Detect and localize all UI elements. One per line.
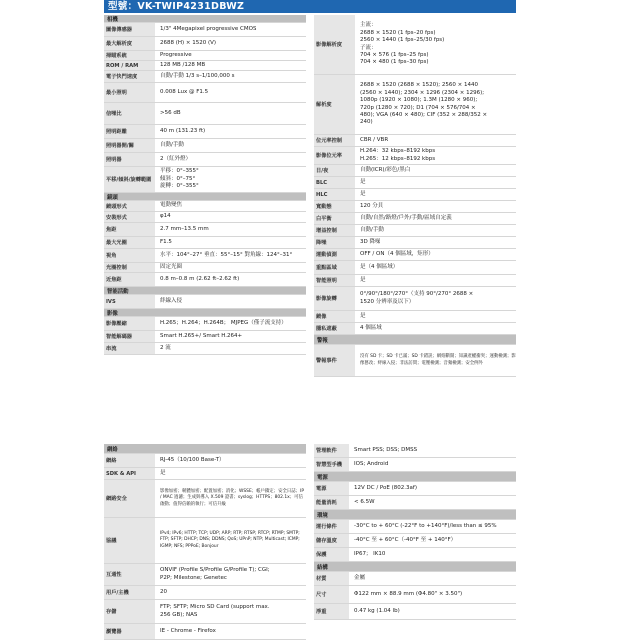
spec-row: [104, 343, 306, 355]
spec-label: 互通性: [104, 564, 156, 585]
spec-row: [104, 331, 306, 343]
spec-label: 平移/傾斜/旋轉範圍: [104, 167, 156, 192]
spec-value-line: FTP; SFTP; Micro SD Card (support max.: [160, 604, 270, 611]
spec-value-line: Φ122 mm × 88.9 mm (Φ4.80" × 3.50"): [354, 590, 463, 597]
section-header: 鏡頭: [104, 193, 306, 201]
spec-value: [350, 482, 417, 495]
spec-label: 降噪: [314, 237, 356, 248]
spec-table-network: [104, 444, 306, 640]
spec-label: 解析度: [314, 75, 356, 134]
spec-label: 最大光圈: [104, 237, 156, 248]
spec-label: 重點區域: [314, 261, 356, 274]
spec-row: [104, 212, 306, 223]
spec-value-line: < 6.5W: [354, 498, 375, 505]
section-header: 環境: [314, 510, 516, 520]
spec-table-video-alarm: [314, 15, 516, 377]
spec-row: [314, 15, 516, 75]
spec-label: 警報事件: [314, 345, 356, 376]
spec-value-line: 1/3" 4Megapixel progressive CMOS: [160, 25, 257, 32]
spec-value-line: 是: [160, 469, 166, 476]
spec-row: [104, 125, 306, 139]
spec-value-line: 自動(ICR)/彩色/黑白: [360, 166, 411, 173]
spec-label: 串流: [104, 343, 156, 354]
spec-value: [350, 520, 497, 533]
spec-value-line: 704 × 480 (1 fps–30 fps): [360, 59, 429, 66]
spec-value: [350, 548, 385, 561]
spec-label: 材質: [314, 572, 350, 585]
spec-value-line: 自動/手動: [160, 141, 184, 148]
section-header: 網絡: [104, 444, 306, 454]
spec-label: 網絡: [104, 454, 156, 467]
spec-value: [156, 263, 182, 272]
spec-value: [156, 249, 292, 262]
spec-label: 最小照明: [104, 83, 156, 102]
spec-value-line: 20: [160, 588, 167, 595]
spec-row: [314, 444, 516, 458]
spec-row: [314, 225, 516, 237]
spec-row: [314, 177, 516, 189]
spec-label: 圖像傳感器: [104, 23, 156, 36]
spec-value-line: 是（4 個區域）: [360, 263, 399, 270]
spec-value-line: H.265：12 kbps–8192 kbps: [360, 155, 436, 162]
spec-label: 協議: [104, 518, 156, 563]
spec-row: [104, 139, 306, 153]
spec-label: 日/夜: [314, 165, 356, 176]
spec-value: [356, 249, 434, 260]
spec-label: 智慧型手機: [314, 458, 350, 471]
spec-value: [156, 37, 216, 50]
spec-value-line: 金屬: [354, 574, 366, 581]
spec-label: 用戶/主機: [104, 586, 156, 599]
spec-value-line: 4 個區域: [360, 324, 382, 331]
spec-row: [104, 295, 306, 309]
spec-value: [356, 311, 366, 322]
spec-value-line: 自動/手動 1/3 s–1/100,000 s: [160, 72, 235, 79]
spec-value-line: 720p (1280 × 720); D1 (704 × 576/704 ×: [360, 104, 476, 111]
spec-value: [156, 624, 216, 639]
spec-value-line: -40°C 至 + 60°C（-40°F 至 + 140°F）: [354, 536, 457, 543]
spec-row: [314, 237, 516, 249]
spec-value-line: 沒有 SD 卡；SD 卡已滿；SD 卡錯誤；網絡斷開；知識產權衝突；運動檢測；影像篡改；絆線入侵；非法訪問；電壓檢測；音頻檢測；安全例外: [360, 354, 516, 366]
spec-value-line: 2688 × 1520 (1 fps–20 fps): [360, 29, 436, 36]
spec-value: [156, 468, 166, 479]
spec-row: [104, 600, 306, 624]
spec-value-line: 自動/自然/路燈/戶外/手動/區域自定義: [360, 214, 452, 221]
spec-value: [156, 201, 182, 211]
spec-value-line: 704 × 576 (1 fps–25 fps): [360, 51, 429, 58]
spec-value-line: 1080p (1920 × 1080); 1.3M (1280 × 960);: [360, 97, 478, 104]
spec-row: [104, 37, 306, 51]
spec-row: [314, 261, 516, 275]
spec-row: [104, 273, 306, 287]
section-header: 相機: [104, 15, 306, 23]
spec-label: 能量消耗: [314, 496, 350, 509]
spec-row: [314, 135, 516, 147]
spec-row: [104, 153, 306, 167]
spec-label: 運行條件: [314, 520, 350, 533]
spec-value-line: IE - Chrome - Firefox: [160, 627, 216, 634]
spec-value-line: 是: [360, 190, 366, 197]
spec-label: 視角: [104, 249, 156, 262]
spec-row: [314, 213, 516, 225]
spec-value: [156, 139, 184, 152]
spec-row: [104, 564, 306, 586]
spec-label: 尺寸: [314, 586, 350, 603]
spec-row: [314, 189, 516, 201]
spec-label: 保護: [314, 548, 350, 561]
spec-table-camera-lens-video: [104, 15, 306, 355]
spec-value: [350, 586, 462, 603]
spec-row: [314, 586, 516, 604]
spec-row: [104, 167, 306, 193]
spec-value: [350, 572, 365, 585]
spec-value: [156, 103, 181, 124]
spec-label: 影像位元率: [314, 147, 356, 164]
spec-value: [156, 518, 306, 563]
spec-value: [356, 261, 398, 274]
spec-label: 智能解碼器: [104, 331, 156, 342]
spec-value: [356, 345, 516, 376]
spec-value: [156, 454, 225, 467]
spec-value-line: φ14: [160, 213, 171, 220]
spec-row: [314, 75, 516, 135]
spec-value: [356, 75, 487, 134]
spec-row: [314, 496, 516, 510]
spec-value-line: 0.008 Lux @ F1.5: [160, 88, 209, 95]
spec-value-line: 傾斜：0°–75°: [160, 175, 196, 182]
spec-table-power-environment-structure: [314, 444, 516, 620]
spec-value-line: 自動/手動: [360, 226, 384, 233]
spec-row: [104, 624, 306, 640]
section-header: 警報: [314, 335, 516, 345]
spec-row: [104, 71, 306, 83]
spec-value: [356, 201, 383, 212]
spec-label: ROM / RAM: [104, 61, 156, 70]
spec-value-line: 2（紅外燈）: [160, 155, 191, 162]
section-header: 影像: [104, 309, 306, 317]
spec-value: [156, 212, 171, 222]
spec-value-line: Progressive: [160, 51, 192, 58]
section-header: 結構: [314, 562, 516, 572]
spec-value-line: 絆線入侵: [160, 297, 183, 304]
spec-value: [356, 225, 384, 236]
spec-value-line: IP67； IK10: [354, 550, 386, 557]
spec-label: SDK & API: [104, 468, 156, 479]
spec-value-line: 128 MB /128 MB: [160, 61, 206, 68]
spec-row: [104, 223, 306, 237]
spec-value-line: CBR / VBR: [360, 136, 389, 143]
spec-row: [104, 468, 306, 480]
spec-value-line: P2P; Milestone; Genetec: [160, 574, 227, 581]
spec-value: [156, 237, 172, 248]
spec-value-line: -30°C to + 60°C (-22°F to +140°F)/less than ≤ 95%: [354, 522, 497, 529]
spec-label: 影像壓縮: [104, 317, 156, 330]
section-header: 智能活動: [104, 287, 306, 295]
spec-row: [104, 317, 306, 331]
spec-value-line: 固定光圈: [160, 263, 183, 270]
spec-row: [314, 275, 516, 287]
spec-row: [104, 263, 306, 273]
spec-value: [156, 83, 208, 102]
spec-row: [104, 23, 306, 37]
spec-label: 淨重: [314, 604, 350, 619]
spec-value: [350, 534, 456, 547]
spec-value-line: 0.8 m–0.8 m (2.62 ft–2.62 ft): [160, 275, 240, 282]
spec-value: [350, 444, 417, 457]
spec-row: [314, 147, 516, 165]
spec-label: 照明器: [104, 153, 156, 166]
spec-label: 存儲: [104, 600, 156, 623]
spec-label: BLC: [314, 177, 356, 188]
spec-value: [356, 147, 435, 164]
spec-row: [104, 51, 306, 61]
spec-value-line: 12V DC / PoE (802.3af): [354, 484, 417, 491]
spec-value: [356, 237, 380, 248]
spec-label: 電源: [314, 482, 350, 495]
spec-row: [314, 345, 516, 377]
spec-row: [314, 548, 516, 562]
spec-value-line: 1520 分辨率及以下）: [360, 298, 415, 305]
spec-label: 信噪比: [104, 103, 156, 124]
spec-row: [104, 249, 306, 263]
spec-value: [356, 189, 366, 200]
spec-value-line: IPv4; IPv6; HTTP; TCP; UDP; ARP; RTP; RTSP; RTCP; RTMP; SMTP; FTP; SFTP; DHCP; DNS; DDNS; QoS; UPnP; NTP; Multicast; ICMP; IGMP; NFS; PPPoE; Bonjour: [160, 530, 300, 549]
spec-value-line: 水平：104°–27° 垂直：55°–15° 對角線：124°–31°: [160, 251, 293, 258]
spec-value: [350, 604, 400, 619]
spec-row: [314, 165, 516, 177]
spec-value-line: 平移：0°–355°: [160, 168, 199, 175]
spec-label: 掃瞄系統: [104, 51, 156, 60]
spec-row: [314, 482, 516, 496]
spec-row: [104, 454, 306, 468]
spec-value: [156, 331, 242, 342]
spec-label: 照明器開/關: [104, 139, 156, 152]
spec-label: 網路安全: [104, 480, 156, 517]
spec-value: [156, 71, 235, 82]
spec-value: [356, 135, 388, 146]
spec-label: 瀏覽器: [104, 624, 156, 639]
spec-row: [104, 201, 306, 212]
spec-value-line: 2688 × 1520 (2688 × 1520); 2560 × 1440: [360, 82, 478, 89]
spec-value-line: 2.7 mm–13.5 mm: [160, 225, 209, 232]
spec-value: [156, 480, 306, 517]
spec-row: [314, 604, 516, 620]
spec-value-line: RJ-45（10/100 Base-T）: [160, 456, 225, 463]
spec-value: [156, 586, 167, 599]
spec-value: [356, 165, 410, 176]
model-title-banner: 型號：VK-TWIP4231DBWZ: [104, 0, 516, 13]
spec-label: 運動偵測: [314, 249, 356, 260]
spec-value: [356, 287, 473, 310]
spec-value-line: 是: [360, 276, 366, 283]
spec-label: 增益控制: [314, 225, 356, 236]
spec-value-line: 40 m (131.23 ft): [160, 127, 206, 134]
spec-row: [314, 520, 516, 534]
spec-label: 影像旋轉: [314, 287, 356, 310]
spec-value: [156, 23, 256, 36]
spec-value-line: H.265；H.264；H.264B； MJPEG（僅子流支持）: [160, 319, 287, 326]
spec-row: [314, 201, 516, 213]
spec-value-line: 主流：: [360, 22, 377, 29]
spec-value: [356, 275, 366, 286]
spec-value-line: IOS; Android: [354, 460, 389, 467]
spec-value-line: Smart PSS; DSS; DMSS: [354, 446, 418, 453]
spec-value: [156, 167, 199, 192]
spec-value: [156, 564, 270, 585]
spec-value-line: 2 流: [160, 344, 171, 351]
spec-label: 鏡頭形式: [104, 201, 156, 211]
spec-value: [156, 61, 205, 70]
spec-value-line: 電動變焦: [160, 202, 183, 209]
spec-value-line: ONVIF (Profile S/Profile G/Profile T); CGI;: [160, 567, 270, 574]
spec-value: [356, 177, 366, 188]
spec-value: [156, 223, 209, 236]
spec-row: [104, 61, 306, 71]
spec-label: HLC: [314, 189, 356, 200]
spec-label: 隱私遮蔽: [314, 323, 356, 334]
spec-row: [314, 534, 516, 548]
spec-value: [356, 213, 452, 224]
spec-value: [350, 496, 375, 509]
spec-value: [156, 343, 171, 354]
spec-row: [314, 458, 516, 472]
spec-label: 電子快門速度: [104, 71, 156, 82]
spec-value-line: 2688 (H) × 1520 (V): [160, 39, 217, 46]
spec-label: 管理軟件: [314, 444, 350, 457]
spec-value-line: 240): [360, 119, 373, 126]
spec-value-line: 120 分貝: [360, 202, 384, 209]
spec-label: 照明距離: [104, 125, 156, 138]
spec-value-line: 是: [360, 178, 366, 185]
spec-row: [104, 103, 306, 125]
spec-value: [156, 51, 192, 60]
spec-value-line: 子流：: [360, 44, 377, 51]
spec-value-line: 2560 × 1440 (1 fps–25/30 fps): [360, 37, 445, 44]
spec-value-line: 旋轉：0°–355°: [160, 183, 199, 190]
spec-value-line: F1.5: [160, 238, 172, 245]
spec-value: [156, 317, 287, 330]
spec-label: 鏡像: [314, 311, 356, 322]
spec-row: [104, 480, 306, 518]
spec-value-line: 256 GB); NAS: [160, 611, 198, 618]
spec-row: [104, 237, 306, 249]
spec-row: [104, 586, 306, 600]
spec-label: IVS: [104, 295, 156, 308]
spec-value-line: 480); VGA (640 × 480); CIF (352 × 288/352 ×: [360, 111, 488, 118]
spec-row: [314, 287, 516, 311]
spec-value-line: 0°/90°/180°/270°（支持 90°/270° 2688 ×: [360, 291, 474, 298]
spec-value-line: OFF / ON（4 個區域，矩形）: [360, 250, 434, 257]
spec-label: 光圈控制: [104, 263, 156, 272]
spec-value: [350, 458, 388, 471]
spec-row: [104, 83, 306, 103]
spec-value-line: Smart H.265+/ Smart H.264+: [160, 332, 243, 339]
section-header: 電源: [314, 472, 516, 482]
spec-row: [104, 518, 306, 564]
spec-label: 寬動態: [314, 201, 356, 212]
spec-row: [314, 311, 516, 323]
spec-value: [156, 125, 205, 138]
spec-value-line: 影像加密；韌體加密；配置加密；消化；WSSE；帳戶鎖定；安全日誌；IP / MAC 過濾；生成與導入 X.509 證書；syslog；HTTPS；802.1x；可信啟動；值得信賴的執行；可信升級: [160, 488, 304, 507]
spec-value-line: (2560 × 1440); 2304 × 1296 (2304 × 1296);: [360, 89, 485, 96]
spec-value: [356, 323, 382, 334]
spec-value-line: 是: [360, 312, 366, 319]
spec-label: 白平衡: [314, 213, 356, 224]
spec-row: [314, 572, 516, 586]
spec-value: [356, 15, 444, 74]
spec-label: 智能照明: [314, 275, 356, 286]
spec-value-line: 0.47 kg (1.04 lb): [354, 607, 400, 614]
spec-label: 近焦距: [104, 273, 156, 286]
spec-label: 影像解析度: [314, 15, 356, 74]
spec-value-line: >56 dB: [160, 109, 181, 116]
spec-value-line: H.264：32 kbps–8192 kbps: [360, 148, 436, 155]
spec-label: 焦距: [104, 223, 156, 236]
spec-label: 儲存溫度: [314, 534, 350, 547]
spec-label: 位元率控制: [314, 135, 356, 146]
spec-value: [156, 295, 182, 308]
spec-label: 安裝形式: [104, 212, 156, 222]
spec-value-line: 3D 降噪: [360, 238, 381, 245]
spec-value: [156, 273, 239, 286]
spec-label: 最大解析度: [104, 37, 156, 50]
spec-row: [314, 323, 516, 335]
spec-row: [314, 249, 516, 261]
spec-value: [156, 153, 191, 166]
